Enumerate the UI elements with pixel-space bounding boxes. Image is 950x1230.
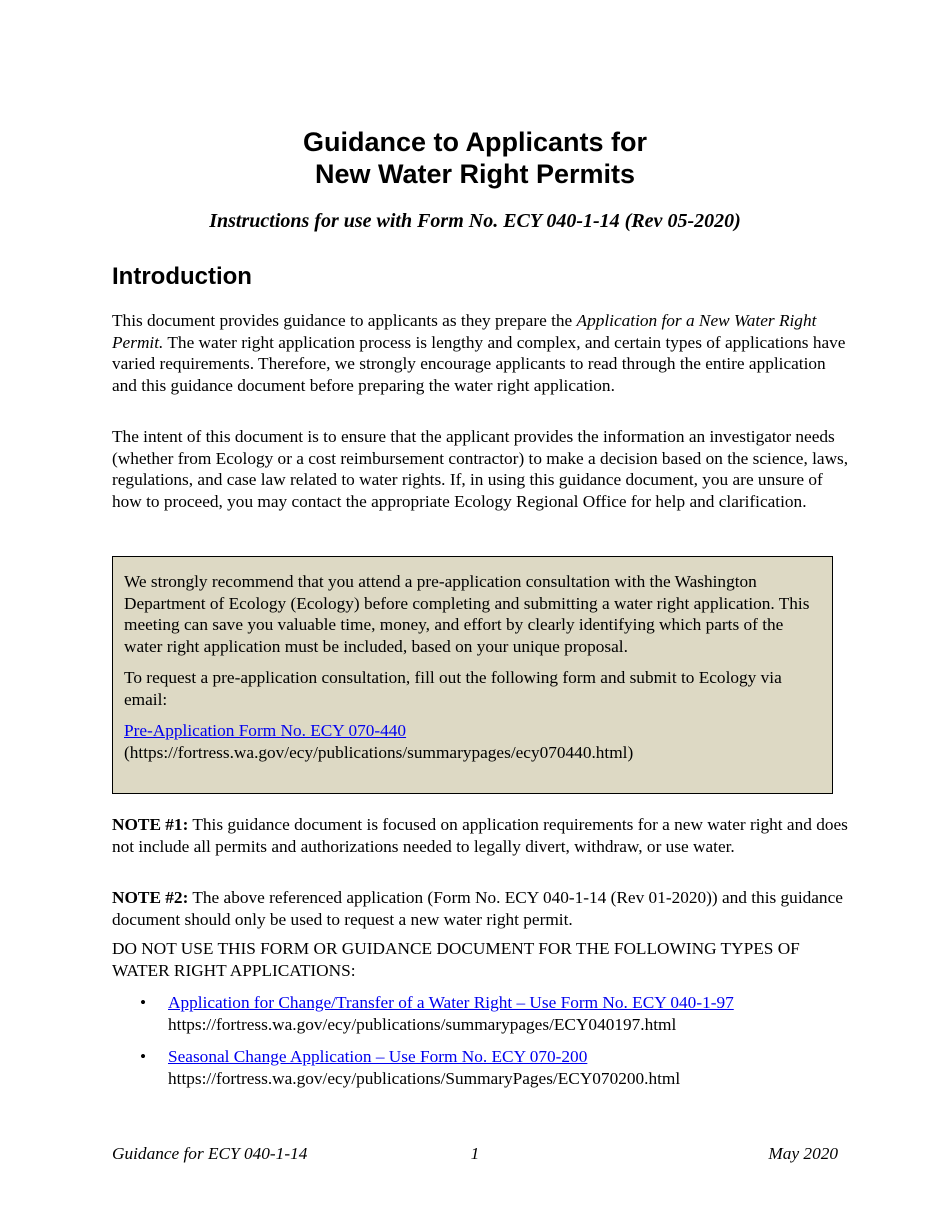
callout-recommendation-text: We strongly recommend that you attend a pre-application consultation with the Washington Department of Ecology (Ecology) before completing and submitting a water right application. This meeting can save you valuable time, money, and effort by clearly identifying which parts of the water right application must be included, based on your unique proposal. [124,572,810,656]
footer-page-number: 1 [470,1144,480,1163]
exclusion-warning: DO NOT USE THIS FORM OR GUIDANCE DOCUMENT FOR THE FOLLOWING TYPES OF WATER RIGHT APPLICATIONS: [112,939,800,980]
note-2-text: The above referenced application (Form No. ECY 040-1-14 (Rev 01-2020)) and this guidance document should only be used to request a new water right permit. [112,888,843,929]
footer-date: May 2020 [768,1144,838,1163]
note-1-label: NOTE #1: [112,815,189,834]
bullet-icon: • [140,1047,147,1066]
intro-p1-application-title: Application for a New Water Right Permit. [112,311,817,352]
note-2 [112,887,854,930]
document-title-line-1: Guidance to Applicants for [302,127,648,157]
change-transfer-form-link[interactable]: Application for Change/Transfer of a Water Right – Use Form No. ECY 040-1-97 [168,993,734,1012]
note-1 [112,814,854,857]
intro-paragraph-1 [112,310,854,396]
introduction-heading: Introduction [112,263,252,290]
seasonal-change-form-link[interactable]: Seasonal Change Application – Use Form No. ECY 070-200 [168,1047,588,1066]
callout-request-text: To request a pre-application consultation, fill out the following form and submit to Ecology via email: [124,668,782,709]
pre-application-callout-box [112,556,833,794]
note-2-label: NOTE #2: [112,888,189,907]
pre-application-form-link[interactable]: Pre-Application Form No. ECY 070-440 [124,721,407,740]
footer-document-name: Guidance for ECY 040-1-14 [112,1144,308,1163]
list-item [140,992,860,1035]
pre-application-form-url: (https://fortress.wa.gov/ecy/publications/summarypages/ecy070440.html) [124,742,634,762]
document-subtitle: Instructions for use with Form No. ECY 040-1-14 (Rev 05-2020) [209,210,741,232]
seasonal-change-form-url: https://fortress.wa.gov/ecy/publications/SummaryPages/ECY070200.html [168,1068,681,1088]
note-1-text: This guidance document is focused on application requirements for a new water right and does not include all permits and authorizations needed to legally divert, withdraw, or use water. [112,815,848,856]
bullet-icon: • [140,993,147,1012]
intro-paragraph-2: The intent of this document is to ensure that the applicant provides the information an investigator needs (whether from Ecology or a cost reimbursement contractor) to make a decision based on the science, laws, regulations, and case law related to water rights. If, in using this guidance document, you are unsure of how to proceed, you may contact the appropriate Ecology Regional Office for help and clarification. [112,427,849,511]
list-item [140,1046,860,1089]
intro-p1-text-a: This document provides guidance to applicants as they prepare the [112,311,577,330]
change-transfer-form-url: https://fortress.wa.gov/ecy/publications/summarypages/ECY040197.html [168,1014,677,1034]
excluded-applications-list [140,992,860,1100]
document-title-line-2: New Water Right Permits [314,159,636,189]
callout-form-reference [124,720,822,763]
intro-p1-text-b: The water right application process is lengthy and complex, and certain types of applications have varied requirements. Therefore, we strongly encourage applicants to read through the entire application and this guidance document before preparing the water right application. [112,332,846,395]
